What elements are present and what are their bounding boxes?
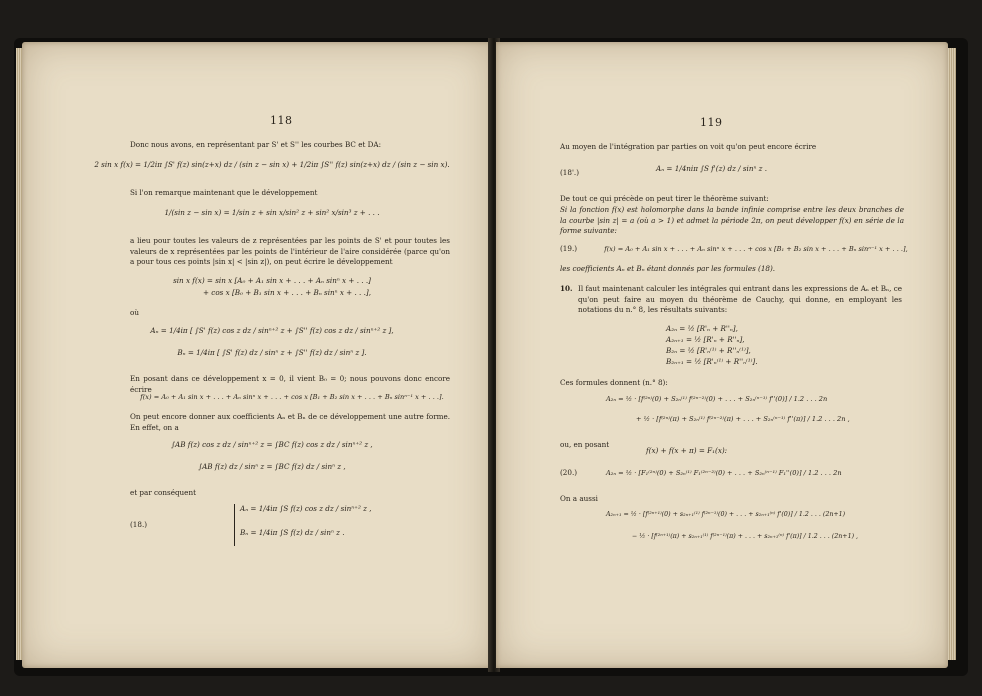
paragraph: Au moyen de l'intégration par parties on voit qu'on peut encore écrire (560, 142, 817, 151)
brace (234, 504, 239, 546)
equation: A₂ₙ = ½ [R'ₙ + R''ₙ], (666, 324, 738, 333)
paragraph: et par conséquent (130, 488, 196, 497)
equation: B₂ₙ = ½ [R'ₙ⁽¹⁾ + R''ₙ⁽¹⁾], (666, 346, 751, 355)
equation: A₂ₙ = ½ · [F₁⁽²ⁿ⁾(0) + S₂ₙ⁽¹⁾ F₁⁽²ⁿ⁻²⁾(0) + . . . + S₂ₙ⁽ⁿ⁻¹⁾ F₁''(0)] / 1.2 . . . 2n (606, 469, 842, 477)
equation-number: (20.) (560, 468, 578, 477)
paragraph: On peut encore donner aux coefficients Aₙ et Bₙ de ce développement une autre forme. En effet, on a (130, 412, 450, 432)
right-page-edge (948, 48, 956, 660)
paragraph: Il faut maintenant calculer les intégrales qui entrant dans les expressions de Aₙ et Bₙ, ce qu'on peut faire au moyen du théorème de Cauchy, qui donne, en employant les notations du n.° 8, les résultats suivants: (578, 284, 902, 314)
equation: Aₙ = 1/4iπ [ ∫S' f(z) cos z dz / sinⁿ⁺² z + ∫S'' f(z) cos z dz / sinⁿ⁺² z ], (150, 326, 394, 335)
equation: f(x) + f(x + π) = F₁(x): (646, 446, 728, 455)
left-page-edge (16, 48, 22, 660)
page-number: 119 (700, 116, 723, 129)
equation: Aₙ = 1/4niπ ∫S f'(z) dz / sinⁿ z . (656, 164, 768, 173)
equation-number: (18'.) (560, 168, 580, 177)
paragraph: les coefficients Aₙ et Bₙ étant donnés par les formules (18). (560, 264, 776, 273)
equation: − ½ · [f⁽²ⁿ⁺¹⁾(π) + s₂ₙ₊₁⁽¹⁾ f⁽²ⁿ⁻¹⁾(π) + . . . + s₂ₙ₊₁⁽ⁿ⁾ f'(π)] / 1.2 . . . (2n+1) , (632, 533, 859, 540)
equation: 1/(sin z − sin x) = 1/sin z + sin x/sin² z + sin² x/sin³ z + . . . (164, 208, 380, 217)
equation: sin x f(x) = sin x [A₀ + A₁ sin x + . . . + Aₙ sinⁿ x + . . .] (173, 276, 371, 285)
paragraph: a lieu pour toutes les valeurs de z représentées par les points de S' et pour toutes les valeurs de x représentées par les points de l'intérieur de l'aire considérée (parce qu'on a pour tous ces points |sin x| < |sin z|), on peut écrire le développement (130, 236, 450, 266)
equation: Aₙ = 1/4iπ ∫S f(z) cos z dz / sinⁿ⁺² z , (240, 504, 372, 513)
equation-number: (18.) (130, 520, 148, 529)
equation-number: (19.) (560, 244, 578, 253)
equation: A₂ₙ = ½ · [f⁽²ⁿ⁾(0) + S₂ₙ⁽¹⁾ f⁽²ⁿ⁻²⁾(0) + . . . + S₂ₙ⁽ⁿ⁻¹⁾ f''(0)] / 1.2 . . . 2n (606, 395, 828, 403)
theorem: Si la fonction f(x) est holomorphe dans la bande infinie comprise entre les deux branches de la courbe |sin z| = a (où a > 1) et admet la période 2π, on peut développer f(x) en série de la forme suivante: (560, 205, 904, 235)
left-page (22, 42, 492, 668)
paragraph: Si l'on remarque maintenant que le développement (130, 188, 318, 197)
paragraph: Donc nous avons, en représentant par S' et S'' les courbes BC et DA: (130, 140, 381, 149)
paragraph: On a aussi (560, 494, 598, 503)
equation: 2 sin x f(x) = 1/2iπ ∫S' f(z) sin(z+x) dz / (sin z − sin x) + 1/2iπ ∫S'' f(z) sin(z+x) dz / (sin z − sin x). (94, 160, 450, 169)
equation: Bₙ = 1/4iπ [ ∫S' f(z) dz / sinⁿ z + ∫S'' f(z) dz / sinⁿ z ]. (177, 348, 367, 357)
right-page (496, 42, 948, 668)
equation: B₂ₙ₊₁ = ½ [R'ₙ⁽¹⁾ + R''ₙ⁽¹⁾]. (666, 357, 758, 366)
equation: ∫AB f(z) cos z dz / sinⁿ⁺² z = ∫BC f(z) cos z dz / sinⁿ⁺² z , (171, 440, 373, 449)
equation: + ½ · [f⁽²ⁿ⁾(π) + S₂ₙ⁽¹⁾ f⁽²ⁿ⁻²⁾(π) + . . . + S₂ₙ⁽ⁿ⁻¹⁾ f''(π)] / 1.2 . . . 2n , (636, 415, 850, 423)
equation: + cos x [B₀ + B₁ sin x + . . . + Bₙ sinⁿ x + . . .], (203, 288, 371, 297)
equation: A₂ₙ₊₁ = ½ · [f⁽²ⁿ⁺¹⁾(0) + s₂ₙ₊₁⁽¹⁾ f⁽²ⁿ⁻¹⁾(0) + . . . + s₂ₙ₊₁⁽ⁿ⁾ f'(0)] / 1.2 . . . (2n+1) (606, 511, 846, 518)
paragraph: Ces formules donnent (n.° 8): (560, 378, 668, 387)
paragraph: où (130, 308, 139, 317)
equation: ∫AB f(z) dz / sinⁿ z = ∫BC f(z) dz / sinⁿ z , (198, 462, 346, 471)
paragraph: En posant dans ce développement x = 0, il vient B₀ = 0; nous pouvons donc encore écrire (130, 374, 450, 394)
equation: f(x) = A₀ + A₁ sin x + . . . + Aₙ sinⁿ x + . . . + cos x [B₁ + B₂ sin x + . . . + Bₙ sinⁿ⁻¹ x + . . .], (604, 245, 908, 253)
paragraph: ou, en posant (560, 440, 610, 449)
equation: Bₙ = 1/4iπ ∫S f(z) dz / sinⁿ z . (240, 528, 345, 537)
equation: f(x) = A₀ + A₁ sin x + . . . + Aₙ sinⁿ x + . . . + cos x [B₁ + B₂ sin x + . . . + Bₙ sinⁿ⁻¹ x + . . .]. (140, 393, 444, 401)
page-number: 118 (270, 114, 293, 127)
paragraph: De tout ce qui précède on peut tirer le théorème suivant: (560, 194, 769, 203)
section-number: 10. (560, 284, 573, 293)
equation: A₂ₙ₊₁ = ½ [R'ₙ + R''ₙ], (666, 335, 745, 344)
